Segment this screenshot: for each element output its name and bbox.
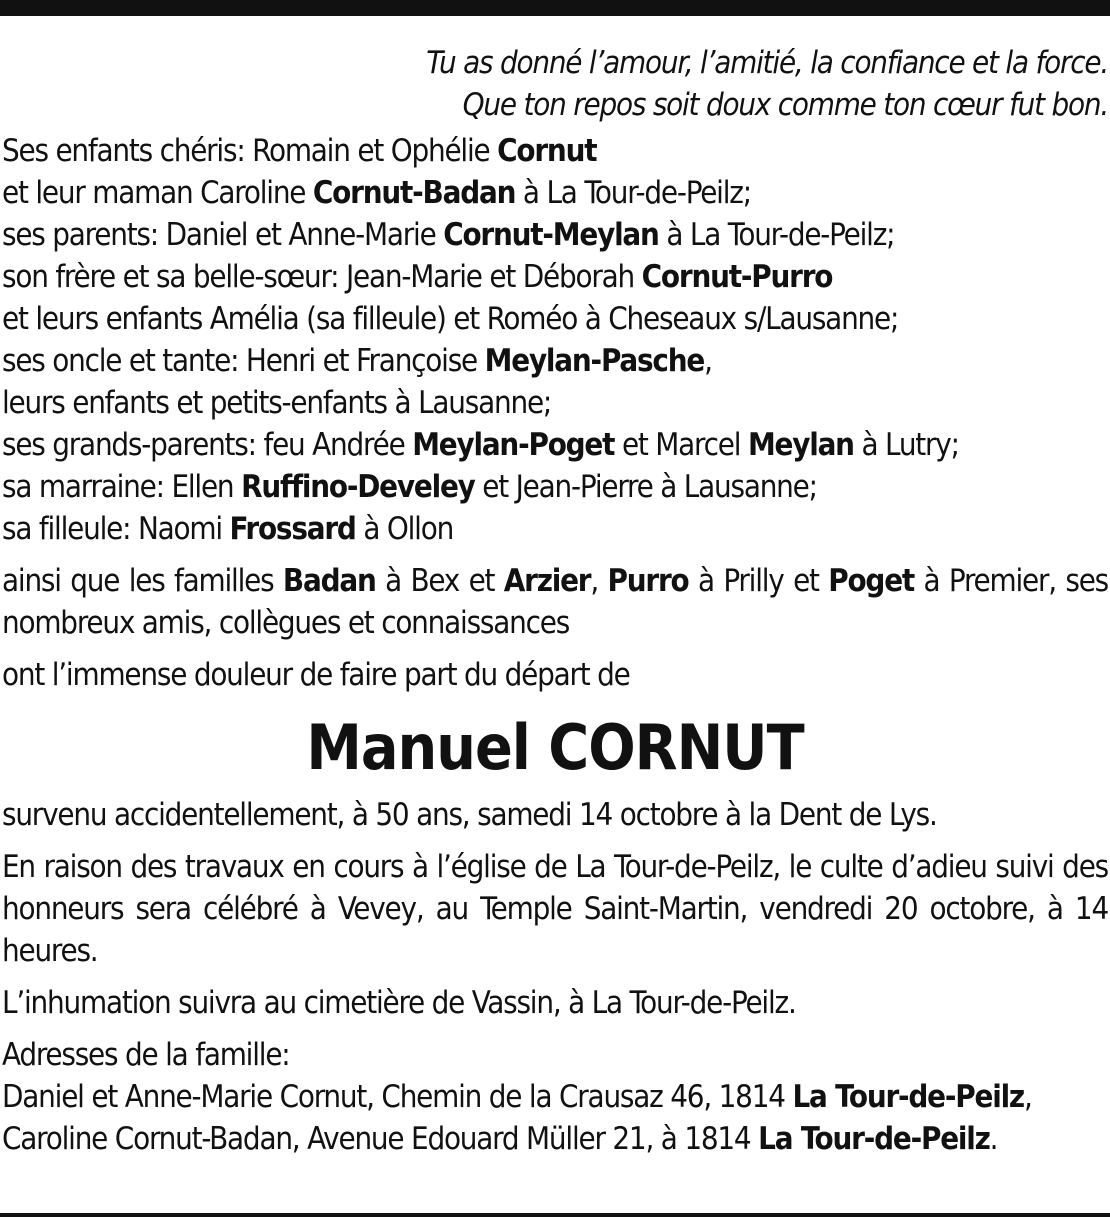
epigraph	[2, 42, 1108, 126]
surname: Badan	[282, 563, 376, 599]
family-line: ses grands-parents: feu Andrée Meylan-Poget et Marcel Meylan à Lutry;	[2, 427, 959, 463]
epigraph-line-1: Tu as donné l’amour, l’amitié, la confiance et la force.	[426, 45, 1108, 81]
surname: Cornut-Meylan	[443, 217, 659, 253]
surname: Meylan	[747, 427, 854, 463]
surname: Arzier	[503, 563, 591, 599]
family-line: Ses enfants chéris: Romain et Ophélie Cornut	[2, 133, 597, 169]
bottom-rule	[0, 1213, 1110, 1217]
family-line: et leurs enfants Amélia (sa filleule) et Roméo à Cheseaux s/Lausanne;	[2, 301, 899, 337]
addresses-heading: Adresses de la famille:	[2, 1037, 290, 1073]
ceremony-paragraph: En raison des travaux en cours à l’église de La Tour-de-Peilz, le culte d’adieu suivi des honneurs sera célébré à Vevey, au Temple Saint-Martin, vendredi 20 octobre, à 14 heures.	[2, 849, 1108, 969]
address-line: Daniel et Anne-Marie Cornut, Chemin de la Crausaz 46, 1814 La Tour-de-Peilz,	[2, 1079, 1032, 1115]
family-line: sa marraine: Ellen Ruffino-Develey et Jean-Pierre à Lausanne;	[2, 469, 817, 505]
family-line: son frère et sa belle-sœur: Jean-Marie et Déborah Cornut-Purro	[2, 259, 833, 295]
surname: Poget	[828, 563, 915, 599]
address-city: La Tour-de-Peilz	[758, 1121, 990, 1157]
family-line: et leur maman Caroline Cornut-Badan à La Tour-de-Peilz;	[2, 175, 751, 211]
surname: Meylan-Poget	[412, 427, 615, 463]
surname: Meylan-Pasche	[484, 343, 705, 379]
family-list	[2, 130, 1108, 550]
surname: Frossard	[229, 511, 356, 547]
surname: Ruffino-Develey	[241, 469, 475, 505]
families-paragraph: ainsi que les familles Badan à Bex et Arzier, Purro à Prilly et Poget à Premier, ses nombreux amis, collègues et connaissances	[2, 563, 1109, 641]
deceased-name: Manuel CORNUT	[306, 711, 804, 784]
family-line: sa filleule: Naomi Frossard à Ollon	[2, 511, 454, 547]
family-line: leurs enfants et petits-enfants à Lausanne;	[2, 385, 552, 421]
family-line: ses oncle et tante: Henri et Françoise Meylan-Pasche,	[2, 343, 712, 379]
family-addresses	[2, 1034, 1108, 1160]
surname: Purro	[607, 563, 689, 599]
family-line: ses parents: Daniel et Anne-Marie Cornut-Meylan à La Tour-de-Peilz;	[2, 217, 895, 253]
address-line: Caroline Cornut-Badan, Avenue Edouard Müller 21, à 1814 La Tour-de-Peilz.	[2, 1121, 998, 1157]
circumstances: survenu accidentellement, à 50 ans, samedi 14 octobre à la Dent de Lys.	[2, 797, 937, 833]
surname: Cornut-Purro	[641, 259, 833, 295]
burial-paragraph: L’inhumation suivra au cimetière de Vassin, à La Tour-de-Peilz.	[2, 985, 796, 1021]
top-rule	[0, 0, 1110, 16]
obituary-notice	[2, 42, 1108, 1160]
epigraph-line-2: Que ton repos soit doux comme ton cœur fut bon.	[462, 87, 1108, 123]
address-city: La Tour-de-Peilz	[792, 1079, 1024, 1115]
surname: Cornut-Badan	[312, 175, 516, 211]
surname: Cornut	[497, 133, 597, 169]
announcement: ont l’immense douleur de faire part du départ de	[2, 657, 630, 693]
